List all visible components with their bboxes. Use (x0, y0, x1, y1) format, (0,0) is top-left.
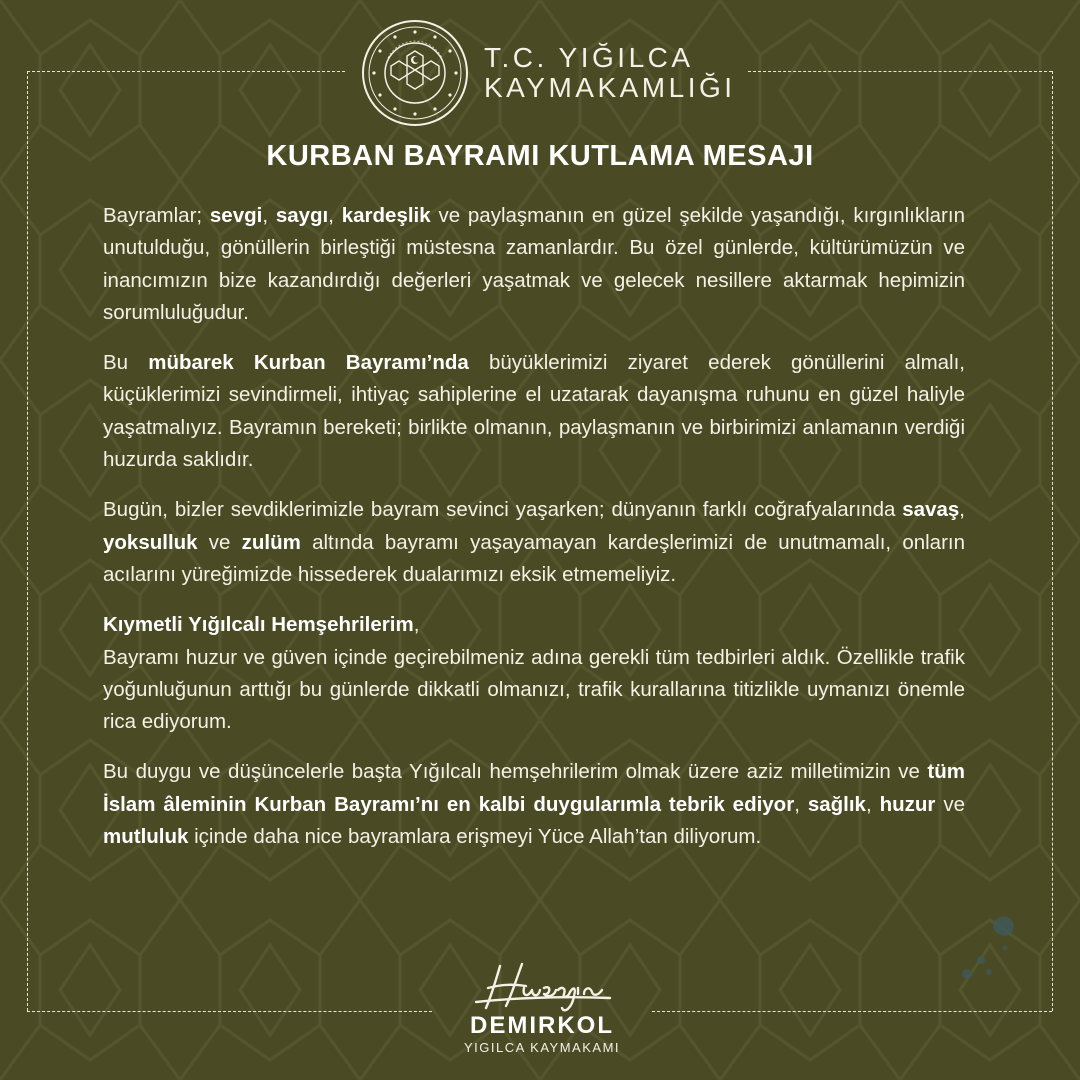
body-text: altında bayramı yaşayamayan kardeşlerimizi de unutmamalı, onların acılarını yüreğimizde hissederek dualarımızı eksik etmemeliyiz. (103, 530, 965, 586)
emphasized-text: mutluluk (103, 825, 189, 849)
message-paragraph (103, 200, 965, 329)
message-paragraph (103, 347, 965, 476)
kaymakamlik-seal-icon (360, 18, 470, 128)
organization-line2: KAYMAKAMLIĞI (484, 72, 736, 103)
body-text: Bugün, bizler sevdiklerimizle bayram sevinci yaşarken; dünyanın farklı coğrafyalarında (103, 498, 903, 522)
frame-bottom-left-line (27, 1011, 432, 1012)
page-title: KURBAN BAYRAMI KUTLAMA MESAJI (266, 140, 814, 172)
frame-top-left-line (27, 71, 345, 72)
body-text: içinde daha nice bayramlara erişmeyi Yüce Allah’tan diliyorum. (188, 825, 762, 849)
emphasized-text: saygı (275, 204, 329, 227)
signature-block (432, 958, 652, 1055)
body-text: Bu duygu ve düşüncelerle başta Yığılcalı hemşehrilerim olmak üzere aziz milletimizin ve (103, 760, 928, 784)
organization-line1: T.C. YIĞILCA (484, 42, 694, 73)
body-text: , (262, 204, 276, 227)
paint-splash-decoration (955, 900, 1025, 990)
message-paragraph (103, 494, 965, 591)
frame-left-line (27, 71, 28, 1011)
frame-top-right-line (748, 71, 1052, 72)
message-body (103, 200, 965, 871)
signatory-role: YIGILCA KAYMAKAMI (463, 1040, 621, 1055)
emphasized-text: yoksulluk (103, 530, 198, 554)
header (360, 18, 736, 128)
emphasized-text: tüm İslam âleminin Kurban Bayramı’nı en kalbi duygularımla tebrik ediyor (103, 760, 965, 816)
emphasized-text: zulüm (241, 530, 301, 554)
message-paragraph (103, 609, 965, 738)
frame-bottom-right-line (652, 1011, 1052, 1012)
emphasized-text: mübarek Kurban Bayramı’nda (148, 351, 469, 375)
message-paragraph (103, 756, 965, 853)
body-text: Bayramlar; (103, 204, 210, 227)
body-text: , (794, 792, 808, 816)
body-text: Bu (103, 351, 149, 375)
emphasized-text: savaş (902, 498, 960, 522)
emphasized-text: kardeşlik (341, 204, 431, 227)
emphasized-text: sevgi (209, 204, 263, 227)
signatory-name: DEMIRKOL (470, 1012, 614, 1039)
body-text: büyüklerimizi ziyaret ederek gönüllerini almalı, küçüklerimizi sevindirmeli, ihtiyaç sahiplerine el uzatarak dayanışma ruhunu en güzel haliyle yaşatmalıyız. Bayramın bereketi; birlikte olmanın, paylaşmanın ve birbirimizi anlamanın verdiği huzurda saklıdır. (103, 351, 965, 472)
body-text: , (328, 204, 342, 227)
body-text: ve (197, 530, 242, 554)
body-text: , (959, 498, 965, 522)
emphasized-text: sağlık (807, 792, 866, 816)
body-text: ve paylaşmanın en güzel şekilde yaşandığı, kırgınlıkların unutulduğu, gönüllerin birleştiği müstesna zamanlardır. Bu özel günlerde, kültürümüzün ve inancımızın bize kazandırdığı değerleri yaşatmak ve gelecek nesillere aktarmak hepimizin sorumluluğudur. (103, 204, 965, 324)
body-text: Bayramı huzur ve güven içinde geçirebilmeniz adına gerekli tüm tedbirleri aldık. Özellikle trafik yoğunluğunun arttığı bu günlerde dikkatli olmanızı, trafik kurallarına titizlikle uymanızı önemle rica ediyorum. (103, 645, 965, 734)
emphasized-text: Kıymetli Yığılcalı Hemşehrilerim (103, 613, 414, 637)
handwritten-signature (452, 958, 632, 1018)
body-text: , (865, 792, 880, 816)
body-text: ve (935, 792, 965, 816)
emphasized-text: huzur (879, 792, 936, 816)
organization-name (484, 43, 736, 103)
body-text: , (413, 613, 420, 637)
frame-right-line (1052, 71, 1053, 1011)
